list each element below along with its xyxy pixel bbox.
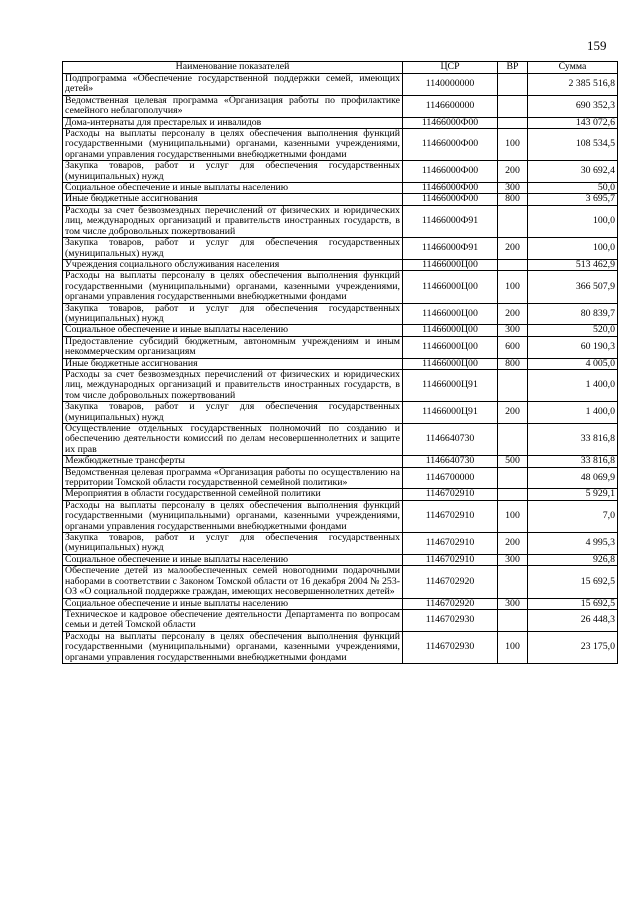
table-header-row: [63, 62, 618, 74]
header-vr: ВР: [498, 62, 528, 74]
budget-table: [62, 61, 618, 664]
row-expense-type: 100: [498, 631, 528, 663]
table-row: [63, 566, 618, 598]
table-row: [63, 369, 618, 401]
row-expense-type: 100: [498, 129, 528, 161]
row-name: Социальное обеспечение и иные выплаты населению: [63, 598, 403, 609]
table-row: [63, 238, 618, 260]
row-name: Закупка товаров, работ и услуг для обеспечения государственных (муниципальных) нужд: [63, 402, 403, 424]
row-name: Закупка товаров, работ и услуг для обеспечения государственных (муниципальных) нужд: [63, 303, 403, 325]
row-code: 11466000Ц00: [403, 271, 498, 303]
row-name: Расходы на выплаты персоналу в целях обеспечения выполнения функций государственными (муниципальными) органами, казенными учреждениями, органами управления государственными внебюджетными фондами: [63, 500, 403, 532]
table-row: [63, 554, 618, 565]
table-row: [63, 402, 618, 424]
row-amount: 366 507,9: [528, 271, 618, 303]
row-amount: 108 534,5: [528, 129, 618, 161]
row-amount: 7,0: [528, 500, 618, 532]
table-row: [63, 533, 618, 555]
table-row: [63, 271, 618, 303]
header-sum: Сумма: [528, 62, 618, 74]
row-expense-type: [498, 95, 528, 117]
row-amount: 690 352,3: [528, 95, 618, 117]
row-name: Техническое и кадровое обеспечение деятельности Департамента по вопросам семьи и детей Томской области: [63, 609, 403, 631]
row-amount: 1 400,0: [528, 369, 618, 401]
row-name: Ведомственная целевая программа «Организация работы по профилактике семейного неблагополучия»: [63, 95, 403, 117]
row-name: Обеспечение детей из малообеспеченных семей новогодними подарочными наборами в соответствии с Законом Томской области от 16 декабря 2004 № 253-ОЗ «О социальной поддержке граждан, имеющих несовершеннолетних детей»: [63, 566, 403, 598]
row-expense-type: 300: [498, 598, 528, 609]
row-name: Межбюджетные трансферты: [63, 456, 403, 467]
row-amount: 143 072,6: [528, 117, 618, 128]
row-amount: 100,0: [528, 238, 618, 260]
row-name: Социальное обеспечение и иные выплаты населению: [63, 325, 403, 336]
row-code: 11466000Ц00: [403, 303, 498, 325]
row-code: 11466000Ф00: [403, 183, 498, 194]
table-row: [63, 336, 618, 358]
row-name: Расходы за счет безвозмездных перечислений от физических и юридических лиц, международных организаций и правительств иностранных государств, в том числе добровольных пожертвований: [63, 369, 403, 401]
row-expense-type: 200: [498, 402, 528, 424]
row-amount: 80 839,7: [528, 303, 618, 325]
row-code: 1146702910: [403, 533, 498, 555]
row-expense-type: 200: [498, 238, 528, 260]
row-amount: 23 175,0: [528, 631, 618, 663]
row-expense-type: 300: [498, 183, 528, 194]
row-expense-type: [498, 259, 528, 270]
row-expense-type: 800: [498, 194, 528, 205]
table-row: [63, 129, 618, 161]
row-code: 1146702930: [403, 631, 498, 663]
table-row: [63, 500, 618, 532]
row-code: 1146702920: [403, 566, 498, 598]
row-amount: 60 190,3: [528, 336, 618, 358]
row-amount: 5 929,1: [528, 489, 618, 500]
row-name: Иные бюджетные ассигнования: [63, 194, 403, 205]
row-name: Ведомственная целевая программа «Организация работы по осуществлению на территории Томской области государственной семейной политики»: [63, 467, 403, 489]
row-amount: 48 069,9: [528, 467, 618, 489]
header-csr: ЦСР: [403, 62, 498, 74]
row-amount: 513 462,9: [528, 259, 618, 270]
row-expense-type: 300: [498, 554, 528, 565]
row-amount: 15 692,5: [528, 566, 618, 598]
row-name: Расходы на выплаты персоналу в целях обеспечения выполнения функций государственными (муниципальными) органами, казенными учреждениями, органами управления государственными внебюджетными фондами: [63, 631, 403, 663]
table-row: [63, 303, 618, 325]
row-amount: 100,0: [528, 205, 618, 237]
row-code: 11466000Ц91: [403, 402, 498, 424]
row-amount: 30 692,4: [528, 161, 618, 183]
row-code: 11466000Ц00: [403, 336, 498, 358]
row-code: 1146600000: [403, 95, 498, 117]
row-expense-type: [498, 369, 528, 401]
row-name: Закупка товаров, работ и услуг для обеспечения государственных (муниципальных) нужд: [63, 533, 403, 555]
row-code: 11466000Ф91: [403, 205, 498, 237]
row-name: Расходы на выплаты персоналу в целях обеспечения выполнения функций государственными (муниципальными) органами, казенными учреждениями, органами управления государственными внебюджетными фондами: [63, 271, 403, 303]
row-code: 11466000Ф00: [403, 129, 498, 161]
table-row: [63, 467, 618, 489]
row-amount: 1 400,0: [528, 402, 618, 424]
row-code: 1146702920: [403, 598, 498, 609]
row-name: Предоставление субсидий бюджетным, автономным учреждениям и иным некоммерческим организациям: [63, 336, 403, 358]
row-code: 11466000Ф00: [403, 194, 498, 205]
table-row: [63, 161, 618, 183]
row-amount: 4 005,0: [528, 358, 618, 369]
row-code: 11466000Ц00: [403, 325, 498, 336]
row-code: 11466000Ц91: [403, 369, 498, 401]
row-amount: 33 816,8: [528, 424, 618, 456]
row-name: Социальное обеспечение и иные выплаты населению: [63, 183, 403, 194]
row-amount: 33 816,8: [528, 456, 618, 467]
row-name: Дома-интернаты для престарелых и инвалидов: [63, 117, 403, 128]
row-expense-type: 800: [498, 358, 528, 369]
row-expense-type: 500: [498, 456, 528, 467]
row-code: 1146702930: [403, 609, 498, 631]
table-row: [63, 74, 618, 96]
row-expense-type: [498, 424, 528, 456]
row-name: Расходы на выплаты персоналу в целях обеспечения выполнения функций государственными (муниципальными) органами, казенными учреждениями, органами управления государственными внебюджетными фондами: [63, 129, 403, 161]
row-expense-type: 100: [498, 271, 528, 303]
row-name: Осуществление отдельных государственных полномочий по созданию и обеспечению деятельности комиссий по делам несовершеннолетних и защите их прав: [63, 424, 403, 456]
table-row: [63, 424, 618, 456]
row-expense-type: 300: [498, 325, 528, 336]
row-expense-type: 200: [498, 161, 528, 183]
table-row: [63, 609, 618, 631]
row-expense-type: [498, 74, 528, 96]
row-name: Расходы за счет безвозмездных перечислений от физических и юридических лиц, международных организаций и правительств иностранных государств, в том числе добровольных пожертвований: [63, 205, 403, 237]
row-expense-type: [498, 609, 528, 631]
row-code: 11466000Ц00: [403, 358, 498, 369]
row-expense-type: [498, 117, 528, 128]
table-row: [63, 95, 618, 117]
row-expense-type: [498, 489, 528, 500]
row-code: 1146700000: [403, 467, 498, 489]
row-name: Мероприятия в области государственной семейной политики: [63, 489, 403, 500]
row-code: 1146702910: [403, 500, 498, 532]
row-code: 11466000Ф91: [403, 238, 498, 260]
table-row: [63, 205, 618, 237]
row-name: Подпрограмма «Обеспечение государственной поддержки семей, имеющих детей»: [63, 74, 403, 96]
row-name: Закупка товаров, работ и услуг для обеспечения государственных (муниципальных) нужд: [63, 161, 403, 183]
row-expense-type: [498, 566, 528, 598]
table-row: [63, 183, 618, 194]
table-row: [63, 325, 618, 336]
row-expense-type: 200: [498, 533, 528, 555]
table-row: [63, 117, 618, 128]
row-code: 11466000Ф00: [403, 117, 498, 128]
table-row: [63, 194, 618, 205]
row-code: 1146702910: [403, 489, 498, 500]
row-amount: 3 695,7: [528, 194, 618, 205]
row-name: Социальное обеспечение и иные выплаты населению: [63, 554, 403, 565]
row-name: Учреждения социального обслуживания населения: [63, 259, 403, 270]
row-amount: 4 995,3: [528, 533, 618, 555]
table-row: [63, 358, 618, 369]
table-row: [63, 631, 618, 663]
table-row: [63, 489, 618, 500]
page-number: 159: [587, 38, 607, 53]
row-amount: 50,0: [528, 183, 618, 194]
row-code: 11466000Ц00: [403, 259, 498, 270]
row-amount: 26 448,3: [528, 609, 618, 631]
row-code: 1146702910: [403, 554, 498, 565]
row-name: Закупка товаров, работ и услуг для обеспечения государственных (муниципальных) нужд: [63, 238, 403, 260]
row-name: Иные бюджетные ассигнования: [63, 358, 403, 369]
row-expense-type: [498, 467, 528, 489]
row-amount: 520,0: [528, 325, 618, 336]
row-code: 1140000000: [403, 74, 498, 96]
row-code: 1146640730: [403, 456, 498, 467]
table-row: [63, 259, 618, 270]
row-expense-type: 600: [498, 336, 528, 358]
row-expense-type: 200: [498, 303, 528, 325]
table-row: [63, 598, 618, 609]
header-name: Наименование показателей: [63, 62, 403, 74]
row-expense-type: [498, 205, 528, 237]
row-expense-type: 100: [498, 500, 528, 532]
row-amount: 15 692,5: [528, 598, 618, 609]
row-code: 1146640730: [403, 424, 498, 456]
row-code: 11466000Ф00: [403, 161, 498, 183]
table-row: [63, 456, 618, 467]
row-amount: 2 385 516,8: [528, 74, 618, 96]
row-amount: 926,8: [528, 554, 618, 565]
